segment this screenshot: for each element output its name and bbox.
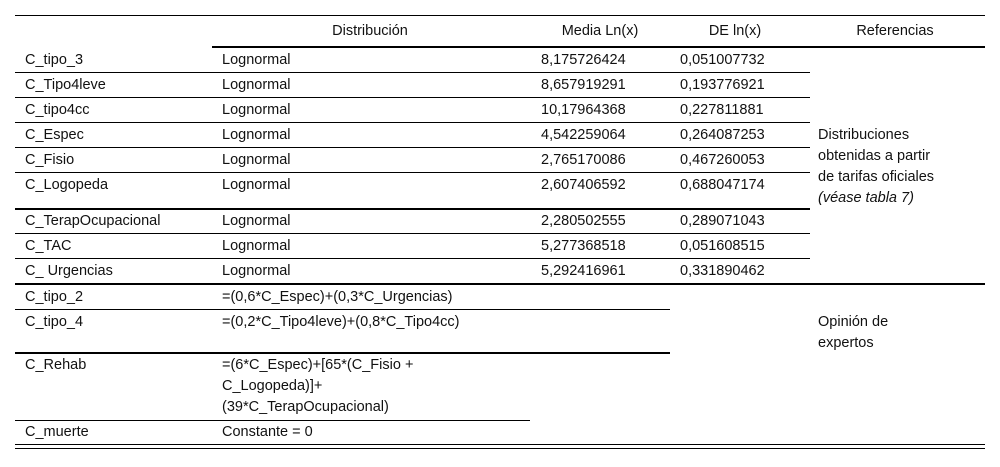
row-divider bbox=[15, 233, 810, 234]
row-divider bbox=[15, 147, 810, 148]
row-mean: 2,765170086 bbox=[541, 152, 626, 168]
row-sd: 0,227811881 bbox=[680, 102, 764, 118]
header-sd: DE ln(x) bbox=[708, 23, 762, 39]
row-distribution: Lognormal bbox=[222, 152, 291, 168]
row-name: C_tipo_4 bbox=[25, 314, 84, 330]
row-divider bbox=[15, 122, 810, 123]
row-sd: 0,289071043 bbox=[680, 213, 765, 229]
header-distribution: Distribución bbox=[332, 23, 408, 39]
row-divider bbox=[15, 97, 810, 98]
row-divider bbox=[15, 72, 810, 73]
row-sd: 0,331890462 bbox=[680, 263, 765, 279]
section-rule bbox=[15, 283, 985, 285]
row-name: C_tipo4cc bbox=[25, 102, 90, 118]
reference-line: Distribuciones bbox=[818, 127, 910, 143]
row-sd: 0,051007732 bbox=[680, 52, 765, 68]
row-mean: 5,277368518 bbox=[541, 238, 626, 254]
reference-line: obtenidas a partir bbox=[818, 148, 931, 164]
row-mean: 2,607406592 bbox=[541, 177, 626, 193]
row-divider bbox=[15, 420, 530, 421]
row-distribution: Lognormal bbox=[222, 127, 291, 143]
header-mean: Media Ln(x) bbox=[561, 23, 639, 39]
row-divider bbox=[15, 309, 670, 310]
row-formula: =(0,2*C_Tipo4leve)+(0,8*C_Tipo4cc) bbox=[222, 314, 460, 330]
row-name: C_Espec bbox=[25, 127, 84, 143]
row-mean: 5,292416961 bbox=[541, 263, 626, 279]
header-bottom-rule bbox=[212, 46, 985, 48]
row-name: C_Logopeda bbox=[25, 177, 109, 193]
row-name: C_muerte bbox=[25, 424, 89, 440]
row-sd: 0,688047174 bbox=[680, 177, 765, 193]
row-name: C_Fisio bbox=[25, 152, 75, 168]
bottom-rule bbox=[15, 444, 985, 445]
row-name: C_Tipo4leve bbox=[25, 77, 106, 93]
reference-line: expertos bbox=[818, 335, 874, 351]
row-sd: 0,193776921 bbox=[680, 77, 765, 93]
row-name: C_tipo_2 bbox=[25, 289, 84, 305]
row-distribution: Lognormal bbox=[222, 102, 291, 118]
bottom-rule-double bbox=[15, 448, 985, 449]
top-rule bbox=[15, 15, 985, 16]
row-formula: (39*C_TerapOcupacional) bbox=[222, 399, 389, 415]
row-distribution: Lognormal bbox=[222, 77, 291, 93]
row-distribution: Lognormal bbox=[222, 52, 291, 68]
row-name: C_TerapOcupacional bbox=[25, 213, 161, 229]
row-distribution: Lognormal bbox=[222, 213, 291, 229]
row-formula: =(6*C_Espec)+[65*(C_Fisio + bbox=[222, 357, 414, 373]
row-sd: 0,467260053 bbox=[680, 152, 765, 168]
row-divider bbox=[15, 208, 810, 210]
row-distribution: Lognormal bbox=[222, 238, 291, 254]
row-divider bbox=[15, 172, 810, 173]
row-name: C_TAC bbox=[25, 238, 72, 254]
row-mean: 8,657919291 bbox=[541, 77, 626, 93]
row-distribution: Lognormal bbox=[222, 177, 291, 193]
header-references: Referencias bbox=[856, 23, 934, 39]
row-divider bbox=[15, 352, 670, 354]
row-formula: C_Logopeda)]+ bbox=[222, 378, 323, 394]
row-name: C_Rehab bbox=[25, 357, 87, 373]
row-name: C_tipo_3 bbox=[25, 52, 84, 68]
row-mean: 4,542259064 bbox=[541, 127, 626, 143]
row-distribution: Lognormal bbox=[222, 263, 291, 279]
row-name: C_ Urgencias bbox=[25, 263, 113, 279]
reference-line: de tarifas oficiales bbox=[818, 169, 935, 185]
row-formula: =(0,6*C_Espec)+(0,3*C_Urgencias) bbox=[222, 289, 453, 305]
reference-table-link: (véase tabla 7) bbox=[818, 190, 914, 206]
row-sd: 0,264087253 bbox=[680, 127, 765, 143]
row-divider bbox=[15, 258, 810, 259]
reference-line: Opinión de bbox=[818, 314, 889, 330]
row-sd: 0,051608515 bbox=[680, 238, 765, 254]
row-formula: Constante = 0 bbox=[222, 424, 313, 440]
row-mean: 10,17964368 bbox=[541, 102, 626, 118]
row-mean: 2,280502555 bbox=[541, 213, 626, 229]
row-mean: 8,175726424 bbox=[541, 52, 626, 68]
